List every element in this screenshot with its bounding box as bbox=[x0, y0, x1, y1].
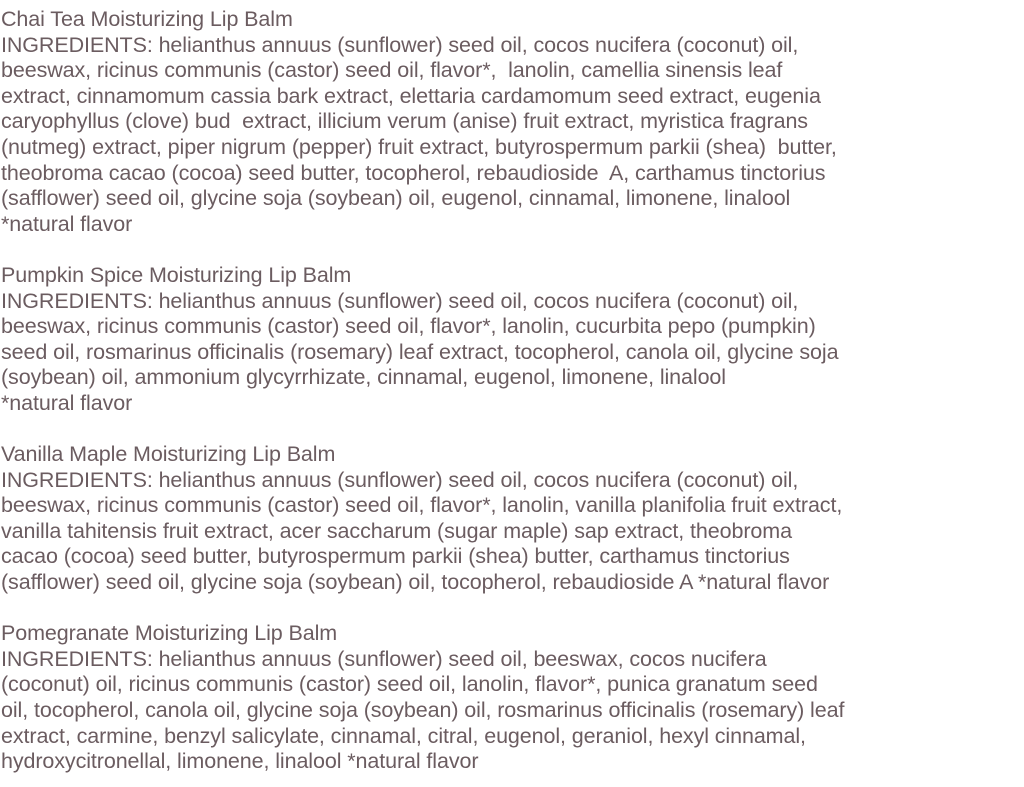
ingredients-line: extract, carmine, benzyl salicylate, cinnamal, citral, eugenol, geraniol, hexyl cinnamal, bbox=[1, 723, 806, 748]
ingredients-line: beeswax, ricinus communis (castor) seed oil, flavor*, lanolin, camellia sinensis leaf bbox=[1, 58, 783, 83]
ingredients-line: extract, cinnamomum cassia bark extract, elettaria cardamomum seed extract, eugenia bbox=[1, 83, 821, 108]
ingredients-line: vanilla tahitensis fruit extract, acer saccharum (sugar maple) sap extract, theobroma bbox=[1, 518, 792, 543]
ingredients-line: caryophyllus (clove) bud extract, illicium verum (anise) fruit extract, myristica fragrans bbox=[1, 109, 808, 134]
ingredients-line: INGREDIENTS: helianthus annuus (sunflower) seed oil, cocos nucifera (coconut) oil, bbox=[1, 32, 799, 57]
product-pomegranate bbox=[1, 621, 1021, 775]
ingredients-line: cacao (cocoa) seed butter, butyrospermum parkii (shea) butter, carthamus tinctorius bbox=[1, 544, 790, 569]
ingredients-line: INGREDIENTS: helianthus annuus (sunflower) seed oil, beeswax, cocos nucifera bbox=[1, 646, 767, 671]
product-title: Chai Tea Moisturizing Lip Balm bbox=[1, 7, 293, 31]
ingredients-line: theobroma cacao (cocoa) seed butter, tocopherol, rebaudioside A, carthamus tinctorius bbox=[1, 160, 826, 185]
product-title: Vanilla Maple Moisturizing Lip Balm bbox=[1, 442, 336, 467]
product-pumpkin-spice bbox=[1, 263, 1021, 417]
ingredients-line: (nutmeg) extract, piper nigrum (pepper) fruit extract, butyrospermum parkii (shea) butter, bbox=[1, 134, 837, 159]
ingredients-line: (safflower) seed oil, glycine soja (soybean) oil, eugenol, cinnamal, limonene, linalool bbox=[1, 186, 791, 211]
ingredients-line: INGREDIENTS: helianthus annuus (sunflower) seed oil, cocos nucifera (coconut) oil, bbox=[1, 288, 799, 313]
ingredients-line: oil, tocopherol, canola oil, glycine soja (soybean) oil, rosmarinus officinalis (rosemary) leaf bbox=[1, 698, 845, 723]
ingredients-line: beeswax, ricinus communis (castor) seed oil, flavor*, lanolin, vanilla planifolia fruit extract, bbox=[1, 493, 843, 518]
product-chai-tea bbox=[1, 7, 1021, 237]
ingredients-line: seed oil, rosmarinus officinalis (rosemary) leaf extract, tocopherol, canola oil, glycine soja bbox=[1, 339, 839, 364]
ingredients-line: (safflower) seed oil, glycine soja (soybean) oil, tocopherol, rebaudioside A *natural flavor bbox=[1, 570, 830, 595]
product-title: Pomegranate Moisturizing Lip Balm bbox=[1, 621, 338, 646]
product-title: Pumpkin Spice Moisturizing Lip Balm bbox=[1, 262, 352, 287]
product-vanilla-maple bbox=[1, 442, 1021, 596]
ingredients-document bbox=[1, 7, 1021, 775]
ingredients-line: beeswax, ricinus communis (castor) seed oil, flavor*, lanolin, cucurbita pepo (pumpkin) bbox=[1, 314, 816, 339]
ingredients-line: hydroxycitronellal, limonene, linalool *natural flavor bbox=[1, 749, 479, 774]
footnote-line: *natural flavor bbox=[1, 211, 133, 236]
ingredients-line: (soybean) oil, ammonium glycyrrhizate, cinnamal, eugenol, limonene, linalool bbox=[1, 365, 726, 390]
ingredients-line: (coconut) oil, ricinus communis (castor) seed oil, lanolin, flavor*, punica granatum seed bbox=[1, 672, 818, 697]
ingredients-line: INGREDIENTS: helianthus annuus (sunflower) seed oil, cocos nucifera (coconut) oil, bbox=[1, 467, 799, 492]
footnote-line: *natural flavor bbox=[1, 390, 133, 415]
